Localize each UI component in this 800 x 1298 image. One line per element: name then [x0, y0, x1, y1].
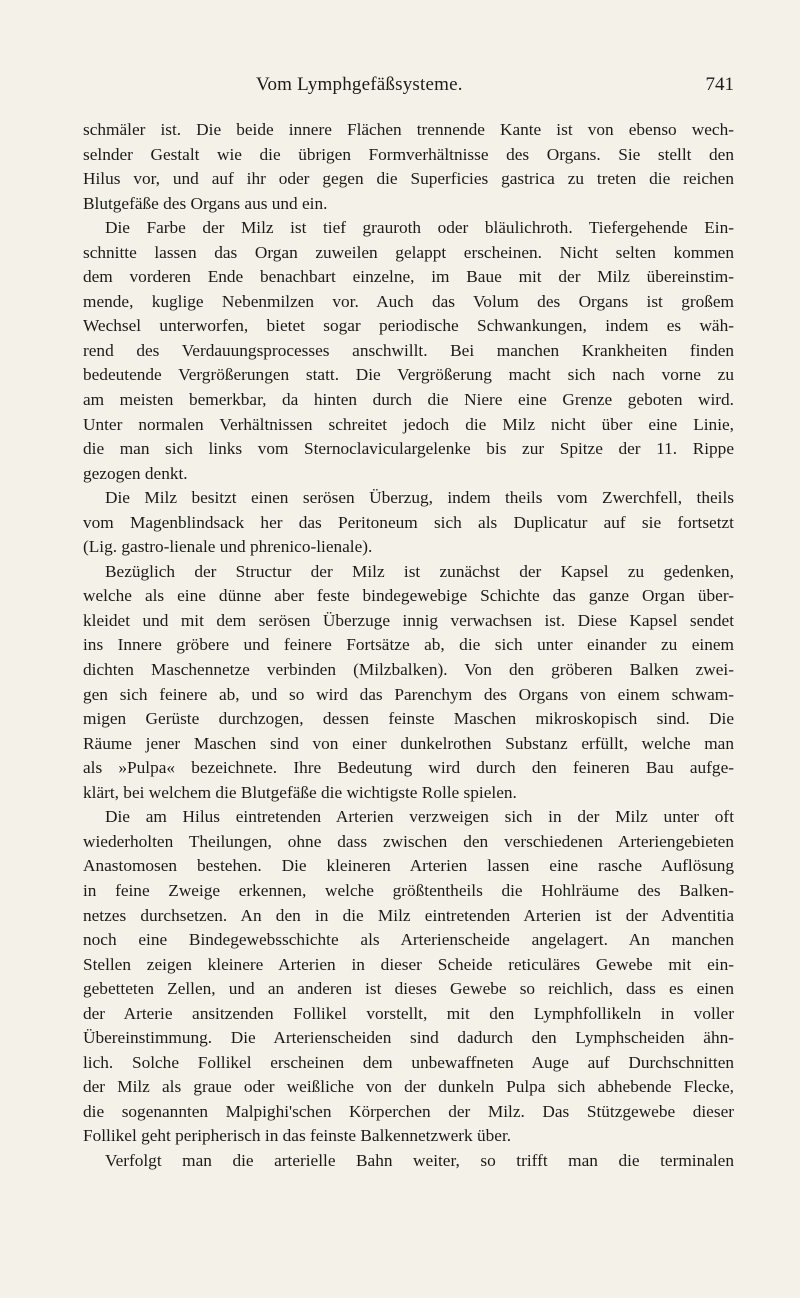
text-line: (Lig. gastro-lienale und phrenico-lienale).: [83, 537, 373, 557]
text-line: lich. Solche Follikel erscheinen dem unbewaffneten Auge auf Durchschnitten: [83, 1052, 734, 1072]
text-line: schnitte lassen das Organ zuweilen gelappt erscheinen. Nicht selten kommen: [83, 242, 734, 262]
text-line: wiederholten Theilungen, ohne dass zwischen den verschiedenen Arteriengebieten: [83, 831, 734, 851]
text-line: als »Pulpa« bezeichnete. Ihre Bedeutung wird durch den feineren Bau aufge-: [83, 758, 734, 778]
text-line: Die am Hilus eintretenden Arterien verzweigen sich in der Milz unter oft: [105, 807, 734, 827]
text-line: Übereinstimmung. Die Arterienscheiden sind dadurch den Lymphscheiden ähn-: [83, 1028, 734, 1048]
text-line: Anastomosen bestehen. Die kleineren Arterien lassen eine rasche Auflösung: [83, 856, 734, 876]
text-line: der Arterie ansitzenden Follikel vorstellt, mit den Lymphfollikeln in voller: [83, 1003, 734, 1023]
text-line: welche als eine dünne aber feste bindegewebige Schichte das ganze Organ über-: [83, 586, 734, 606]
text-line: Stellen zeigen kleinere Arterien in dieser Scheide reticuläres Gewebe mit ein-: [83, 954, 734, 974]
text-line: am meisten bemerkbar, da hinten durch die Niere eine Grenze geboten wird.: [83, 390, 734, 410]
text-line: Bezüglich der Structur der Milz ist zunächst der Kapsel zu gedenken,: [105, 561, 734, 581]
running-title: Vom Lymphgefäßsysteme.: [256, 74, 463, 95]
text-line: rend des Verdauungsprocesses anschwillt. Bei manchen Krankheiten finden: [83, 340, 734, 360]
text-line: klärt, bei welchem die Blutgefäße die wichtigste Rolle spielen.: [83, 782, 517, 802]
text-line: selnder Gestalt wie die übrigen Formverhältnisse des Organs. Sie stellt den: [83, 144, 734, 164]
text-line: der Milz als graue oder weißliche von der dunkeln Pulpa sich abhebende Flecke,: [83, 1077, 734, 1097]
text-line: netzes durchsetzen. An den in die Milz eintretenden Arterien ist der Adventitia: [83, 905, 734, 925]
text-line: ins Innere gröbere und feinere Fortsätze ab, die sich unter einander zu einem: [83, 635, 734, 655]
text-line: Die Farbe der Milz ist tief grauroth oder bläulichroth. Tiefergehende Ein-: [105, 218, 734, 238]
page-number: 741: [705, 74, 734, 95]
text-line: Blutgefäße des Organs aus und ein.: [83, 193, 328, 213]
text-line: gebetteten Zellen, und an anderen ist dieses Gewebe so reichlich, dass es einen: [83, 979, 734, 999]
text-line: die man sich links vom Sternoclaviculargelenke bis zur Spitze der 11. Rippe: [83, 439, 734, 459]
text-line: gen sich feinere ab, und so wird das Parenchym des Organs von einem schwam-: [83, 684, 734, 704]
text-line: vom Magenblindsack her das Peritoneum sich als Duplicatur auf sie fortsetzt: [83, 512, 734, 532]
running-header: [83, 74, 734, 100]
text-line: bedeutende Vergrößerungen statt. Die Vergrößerung macht sich nach vorne zu: [83, 365, 734, 385]
text-line: Räume jener Maschen sind von einer dunkelrothen Substanz erfüllt, welche man: [83, 733, 734, 753]
text-line: Wechsel unterworfen, bietet sogar periodische Schwankungen, indem es wäh-: [83, 316, 734, 336]
text-line: Hilus vor, und auf ihr oder gegen die Superficies gastrica zu treten die reichen: [83, 169, 734, 189]
text-line: in feine Zweige erkennen, welche größtentheils die Hohlräume des Balken-: [83, 880, 734, 900]
text-line: dem vorderen Ende benachbart einzelne, im Baue mit der Milz übereinstim-: [83, 267, 734, 287]
text-line: Verfolgt man die arterielle Bahn weiter, so trifft man die terminalen: [105, 1150, 734, 1170]
text-line: Die Milz besitzt einen serösen Überzug, indem theils vom Zwerchfell, theils: [105, 488, 734, 508]
text-line: kleidet und mit dem serösen Überzuge innig verwachsen ist. Diese Kapsel sendet: [83, 610, 734, 630]
text-line: noch eine Bindegewebsschichte als Arterienscheide angelagert. An manchen: [83, 930, 734, 950]
body-text: [83, 118, 734, 1174]
text-line: Follikel geht peripherisch in das feinste Balkennetzwerk über.: [83, 1126, 512, 1146]
text-line: migen Gerüste durchzogen, dessen feinste Maschen mikroskopisch sind. Die: [83, 709, 734, 729]
text-line: mende, kuglige Nebenmilzen vor. Auch das Volum des Organs ist großem: [83, 291, 734, 311]
text-line: schmäler ist. Die beide innere Flächen trennende Kante ist von ebenso wech-: [83, 120, 734, 139]
text-line: gezogen denkt.: [83, 463, 188, 483]
text-line: dichten Maschennetze verbinden (Milzbalken). Von den gröberen Balken zwei-: [83, 660, 734, 680]
text-line: Unter normalen Verhältnissen schreitet jedoch die Milz nicht über eine Linie,: [83, 414, 734, 434]
text-line: die sogenannten Malpighi'schen Körperchen der Milz. Das Stützgewebe dieser: [83, 1101, 734, 1121]
